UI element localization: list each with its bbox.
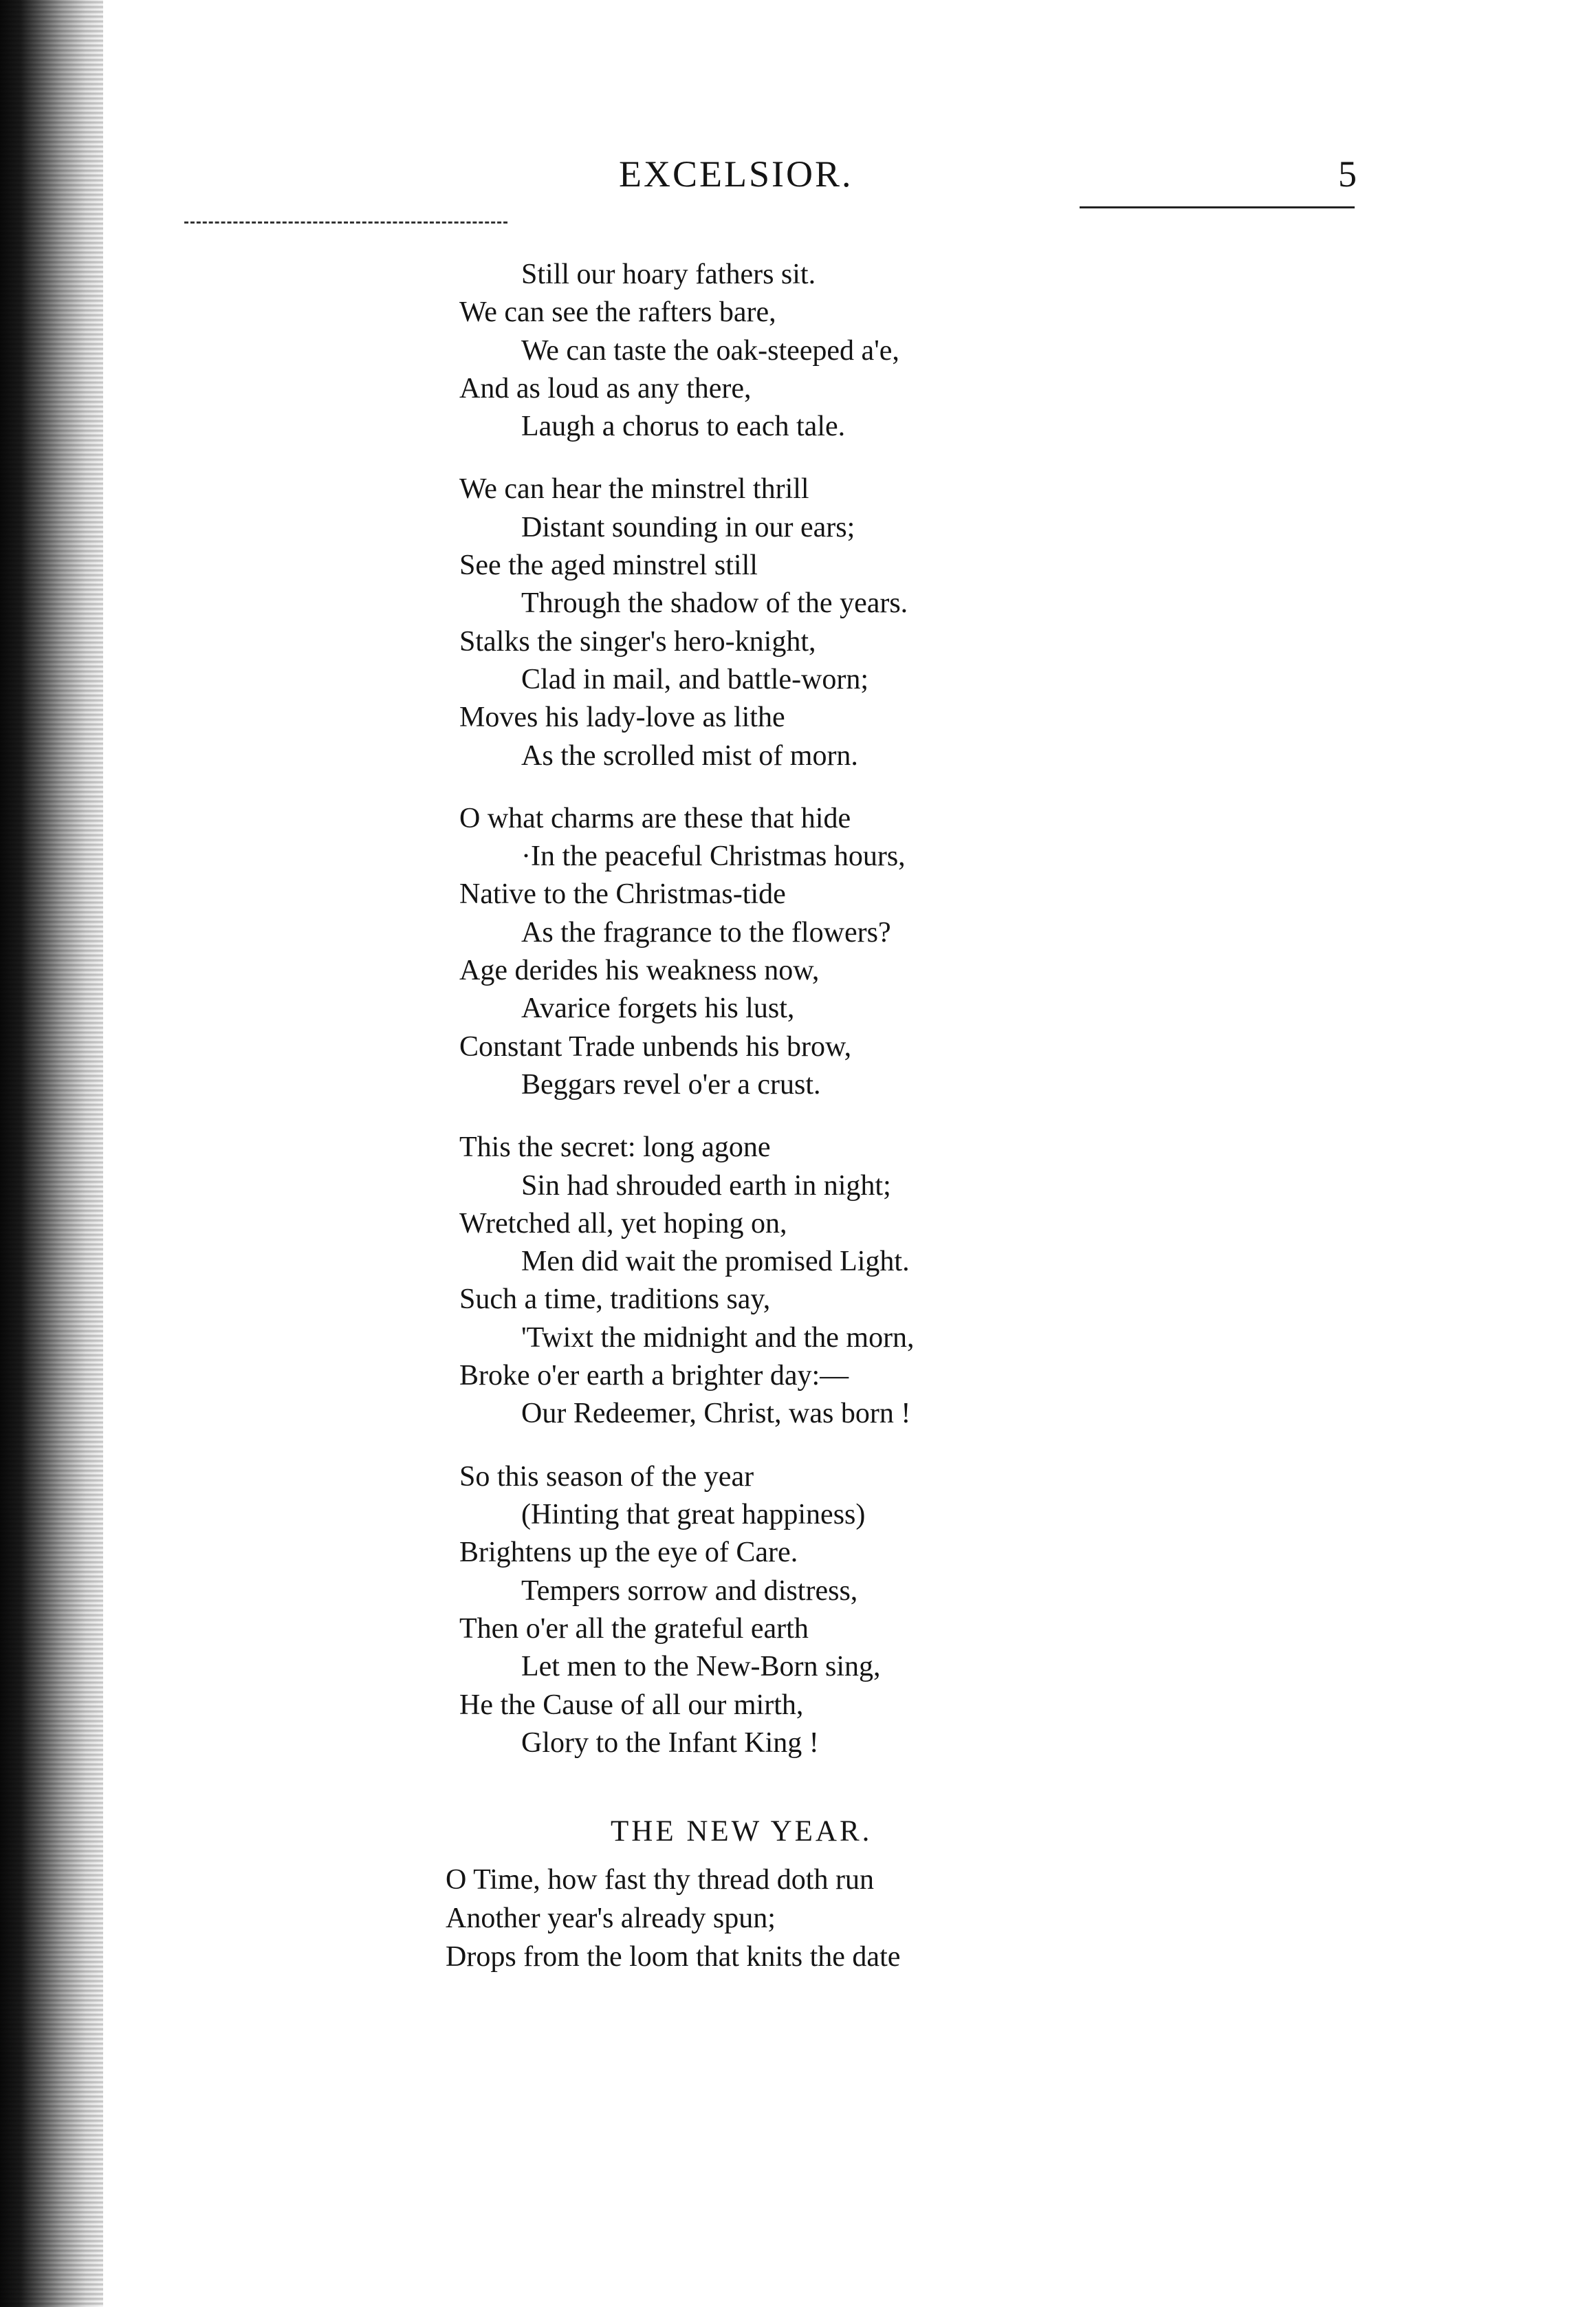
poem-line: Wretched all, yet hoping on, — [459, 1208, 787, 1239]
poem-line: Men did wait the promised Light. — [521, 1246, 910, 1277]
poem-line: Stalks the singer's hero-knight, — [459, 626, 816, 658]
poem-line: Our Redeemer, Christ, was born ! — [521, 1398, 911, 1429]
poem-line: Then o'er all the grateful earth — [459, 1613, 809, 1645]
poem-line: Still our hoary fathers sit. — [521, 259, 816, 290]
poem-line: See the aged minstrel still — [459, 550, 758, 581]
poem-line: And as loud as any there, — [459, 373, 752, 404]
header-rule-left — [184, 221, 507, 224]
poem-line: Through the shadow of the years. — [521, 587, 908, 619]
poem-line: Native to the Christmas-tide — [459, 878, 786, 910]
poem-line: Let men to the New-Born sing, — [521, 1651, 881, 1682]
poem-line: We can hear the minstrel thrill — [459, 473, 809, 505]
poem-line: Avarice forgets his lust, — [521, 993, 795, 1024]
section-title: THE NEW YEAR. — [611, 1815, 873, 1848]
poem-line: As the scrolled mist of morn. — [521, 740, 858, 772]
poem-line: Glory to the Infant King ! — [521, 1727, 819, 1759]
poem-line: This the secret: long agone — [459, 1131, 771, 1163]
page-number: 5 — [1338, 153, 1357, 195]
poem-line: O what charms are these that hide — [459, 803, 851, 834]
poem-line: ·In the peaceful Christmas hours, — [521, 841, 906, 872]
poem-line: Tempers sorrow and distress, — [521, 1575, 858, 1607]
poem-line: Beggars revel o'er a crust. — [521, 1069, 821, 1101]
running-title: EXCELSIOR. — [619, 153, 853, 195]
poem-line: So this season of the year — [459, 1461, 754, 1493]
poem-line: Moves his lady-love as lithe — [459, 702, 785, 733]
poem-line: As the fragrance to the flowers? — [521, 917, 891, 949]
poem-line: Age derides his weakness now, — [459, 955, 820, 986]
poem-line: Sin had shrouded earth in night; — [521, 1170, 891, 1202]
scanned-page-edge — [0, 0, 103, 2307]
poem-line: Constant Trade unbends his brow, — [459, 1031, 852, 1063]
header-rule-right — [1080, 206, 1355, 208]
poem-line: Drops from the loom that knits the date — [446, 1941, 901, 1973]
poem-line: Brightens up the eye of Care. — [459, 1537, 798, 1568]
poem-line: Broke o'er earth a brighter day:— — [459, 1360, 849, 1391]
poem-line: Distant sounding in our ears; — [521, 512, 855, 543]
poem-line: He the Cause of all our mirth, — [459, 1689, 804, 1721]
poem-line: Laugh a chorus to each tale. — [521, 411, 846, 442]
poem-line: Another year's already spun; — [446, 1903, 776, 1934]
poem-line: We can taste the oak-steeped a'e, — [521, 335, 899, 367]
poem-line: O Time, how fast thy thread doth run — [446, 1864, 874, 1896]
poem-line: We can see the rafters bare, — [459, 296, 776, 328]
poem-line: Such a time, traditions say, — [459, 1284, 771, 1315]
poem-line: Clad in mail, and battle-worn; — [521, 664, 869, 695]
poem-line: (Hinting that great happiness) — [521, 1499, 866, 1530]
poem-line: 'Twixt the midnight and the morn, — [521, 1322, 915, 1354]
